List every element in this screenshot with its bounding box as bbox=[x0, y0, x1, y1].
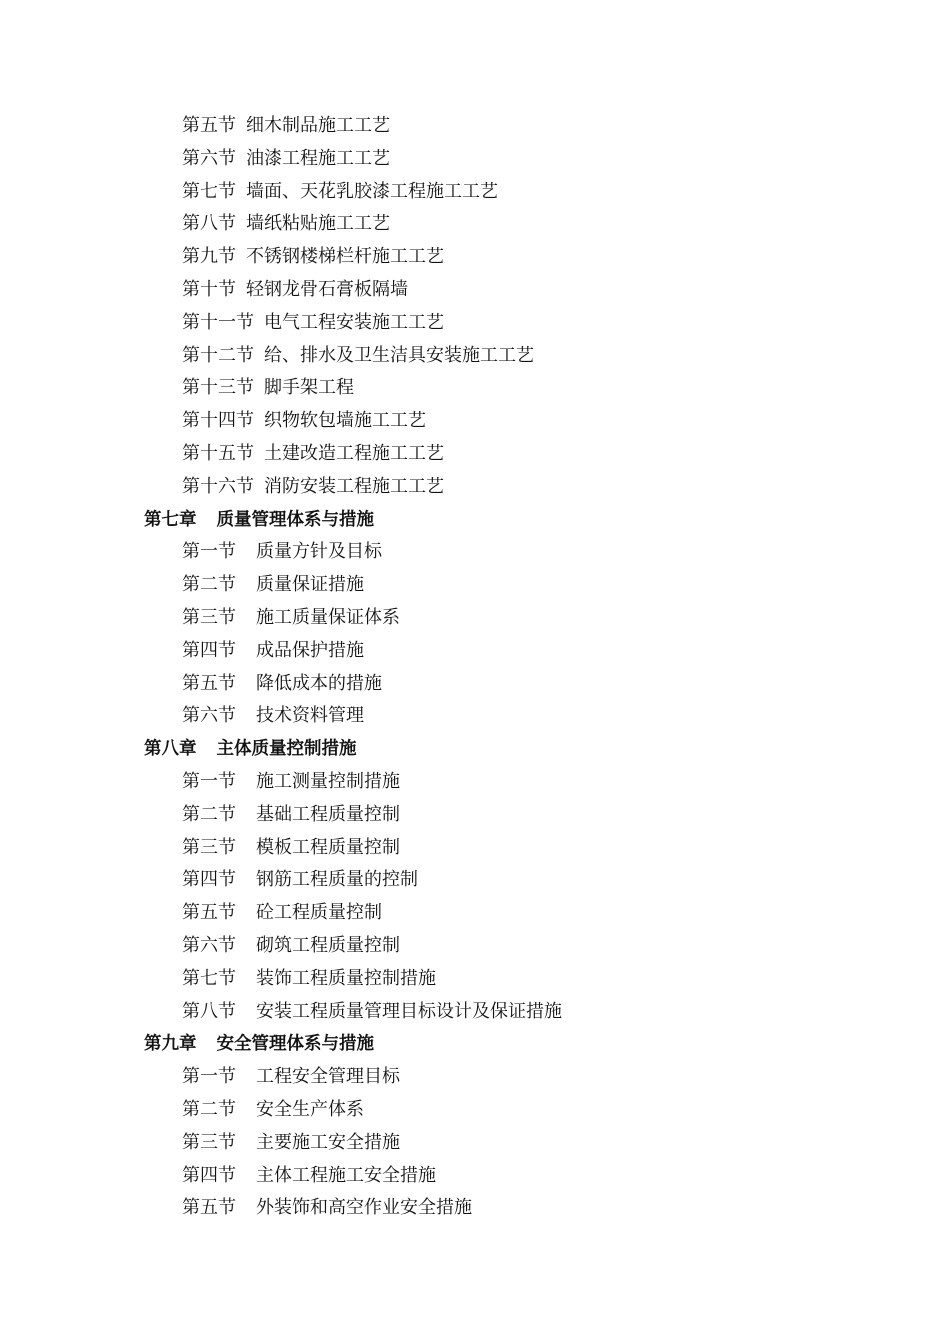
section-title: 安装工程质量管理目标设计及保证措施 bbox=[256, 1000, 562, 1022]
toc-section-entry bbox=[0, 274, 950, 307]
section-title: 细木制品施工工艺 bbox=[246, 115, 390, 136]
toc-section-entry bbox=[0, 438, 950, 471]
section-number: 第五节 bbox=[182, 1197, 236, 1219]
toc-section-entry bbox=[0, 340, 950, 373]
toc-section-entry bbox=[0, 536, 950, 569]
section-number: 第九节 bbox=[182, 246, 236, 268]
section-title: 轻钢龙骨石膏板隔墙 bbox=[246, 278, 408, 300]
section-number: 第六节 bbox=[182, 705, 236, 727]
section-title: 土建改造工程施工工艺 bbox=[264, 442, 444, 464]
toc-chapter-heading bbox=[0, 504, 950, 537]
chapter-title: 主体质量控制措施 bbox=[216, 739, 357, 760]
toc-section-entry bbox=[0, 110, 950, 143]
section-number: 第五节 bbox=[182, 672, 236, 694]
toc-chapter-heading bbox=[0, 733, 950, 766]
section-title: 钢筋工程质量的控制 bbox=[256, 869, 418, 891]
toc-section-entry bbox=[0, 1127, 950, 1160]
section-number: 第七节 bbox=[182, 967, 236, 989]
section-number: 第五节 bbox=[182, 902, 236, 924]
section-number: 第二节 bbox=[182, 803, 236, 825]
toc-section-entry bbox=[0, 1061, 950, 1094]
section-number: 第十三节 bbox=[182, 377, 254, 399]
section-title: 质量方针及目标 bbox=[256, 541, 382, 563]
section-number: 第十四节 bbox=[182, 410, 254, 432]
section-title: 降低成本的措施 bbox=[256, 672, 382, 694]
section-title: 脚手架工程 bbox=[264, 377, 354, 399]
section-title: 模板工程质量控制 bbox=[256, 836, 400, 858]
section-number: 第一节 bbox=[182, 770, 236, 792]
section-title: 电气工程安装施工工艺 bbox=[264, 311, 444, 333]
section-number: 第二节 bbox=[182, 574, 236, 596]
section-number: 第一节 bbox=[182, 1066, 236, 1088]
section-number: 第三节 bbox=[182, 606, 236, 628]
section-title: 主要施工安全措施 bbox=[256, 1131, 400, 1153]
section-title: 施工质量保证体系 bbox=[256, 606, 400, 628]
toc-section-entry bbox=[0, 930, 950, 963]
section-title: 给、排水及卫生洁具安装施工工艺 bbox=[264, 344, 534, 366]
chapter-title: 质量管理体系与措施 bbox=[216, 509, 374, 530]
toc-section-entry bbox=[0, 372, 950, 405]
section-title: 墙面、天花乳胶漆工程施工工艺 bbox=[246, 180, 498, 202]
section-title: 主体工程施工安全措施 bbox=[256, 1164, 436, 1186]
toc-section-entry bbox=[0, 897, 950, 930]
section-number: 第三节 bbox=[182, 1131, 236, 1153]
toc-section-entry bbox=[0, 471, 950, 504]
section-number: 第七节 bbox=[182, 180, 236, 202]
section-title: 基础工程质量控制 bbox=[256, 803, 400, 825]
section-title: 砼工程质量控制 bbox=[256, 902, 382, 924]
toc-section-entry bbox=[0, 1192, 950, 1225]
section-number: 第二节 bbox=[182, 1098, 236, 1120]
section-title: 技术资料管理 bbox=[256, 705, 364, 727]
section-title: 装饰工程质量控制措施 bbox=[256, 967, 436, 989]
section-title: 墙纸粘贴施工工艺 bbox=[246, 213, 390, 235]
section-title: 施工测量控制措施 bbox=[256, 770, 400, 792]
chapter-number: 第九章 bbox=[144, 1034, 197, 1055]
section-number: 第十一节 bbox=[182, 311, 254, 333]
toc-section-entry bbox=[0, 602, 950, 635]
toc-section-entry bbox=[0, 700, 950, 733]
section-number: 第八节 bbox=[182, 1000, 236, 1022]
toc-section-entry bbox=[0, 569, 950, 602]
toc-section-entry bbox=[0, 996, 950, 1029]
toc-section-entry bbox=[0, 766, 950, 799]
section-number: 第四节 bbox=[182, 639, 236, 661]
section-number: 第一节 bbox=[182, 541, 236, 563]
section-title: 不锈钢楼梯栏杆施工工艺 bbox=[246, 246, 444, 268]
toc-section-entry bbox=[0, 963, 950, 996]
section-number: 第十六节 bbox=[182, 475, 254, 497]
toc-section-entry bbox=[0, 864, 950, 897]
section-title: 工程安全管理目标 bbox=[256, 1066, 400, 1088]
toc-section-entry bbox=[0, 832, 950, 865]
section-title: 织物软包墙施工工艺 bbox=[264, 410, 426, 432]
toc-section-entry bbox=[0, 405, 950, 438]
toc-chapter-heading bbox=[0, 1028, 950, 1061]
section-number: 第四节 bbox=[182, 1164, 236, 1186]
toc-section-entry bbox=[0, 799, 950, 832]
section-number: 第八节 bbox=[182, 213, 236, 235]
toc-section-entry bbox=[0, 143, 950, 176]
toc-section-entry bbox=[0, 1094, 950, 1127]
table-of-contents bbox=[0, 110, 950, 1225]
toc-section-entry bbox=[0, 1160, 950, 1193]
section-title: 外装饰和高空作业安全措施 bbox=[256, 1197, 472, 1219]
section-number: 第十二节 bbox=[182, 344, 254, 366]
section-title: 成品保护措施 bbox=[256, 639, 364, 661]
section-number: 第十节 bbox=[182, 278, 236, 300]
section-title: 消防安装工程施工工艺 bbox=[264, 475, 444, 497]
section-number: 第五节 bbox=[182, 115, 236, 136]
section-number: 第六节 bbox=[182, 934, 236, 956]
toc-section-entry bbox=[0, 176, 950, 209]
toc-section-entry bbox=[0, 307, 950, 340]
toc-section-entry bbox=[0, 208, 950, 241]
chapter-number: 第七章 bbox=[144, 509, 197, 530]
toc-section-entry bbox=[0, 635, 950, 668]
section-title: 油漆工程施工工艺 bbox=[246, 147, 390, 169]
section-number: 第三节 bbox=[182, 836, 236, 858]
section-number: 第四节 bbox=[182, 869, 236, 891]
toc-section-entry bbox=[0, 668, 950, 701]
section-number: 第十五节 bbox=[182, 442, 254, 464]
section-title: 砌筑工程质量控制 bbox=[256, 934, 400, 956]
chapter-number: 第八章 bbox=[144, 739, 197, 760]
section-title: 安全生产体系 bbox=[256, 1098, 364, 1120]
section-title: 质量保证措施 bbox=[256, 574, 364, 596]
section-number: 第六节 bbox=[182, 147, 236, 169]
toc-section-entry bbox=[0, 241, 950, 274]
chapter-title: 安全管理体系与措施 bbox=[216, 1034, 374, 1055]
